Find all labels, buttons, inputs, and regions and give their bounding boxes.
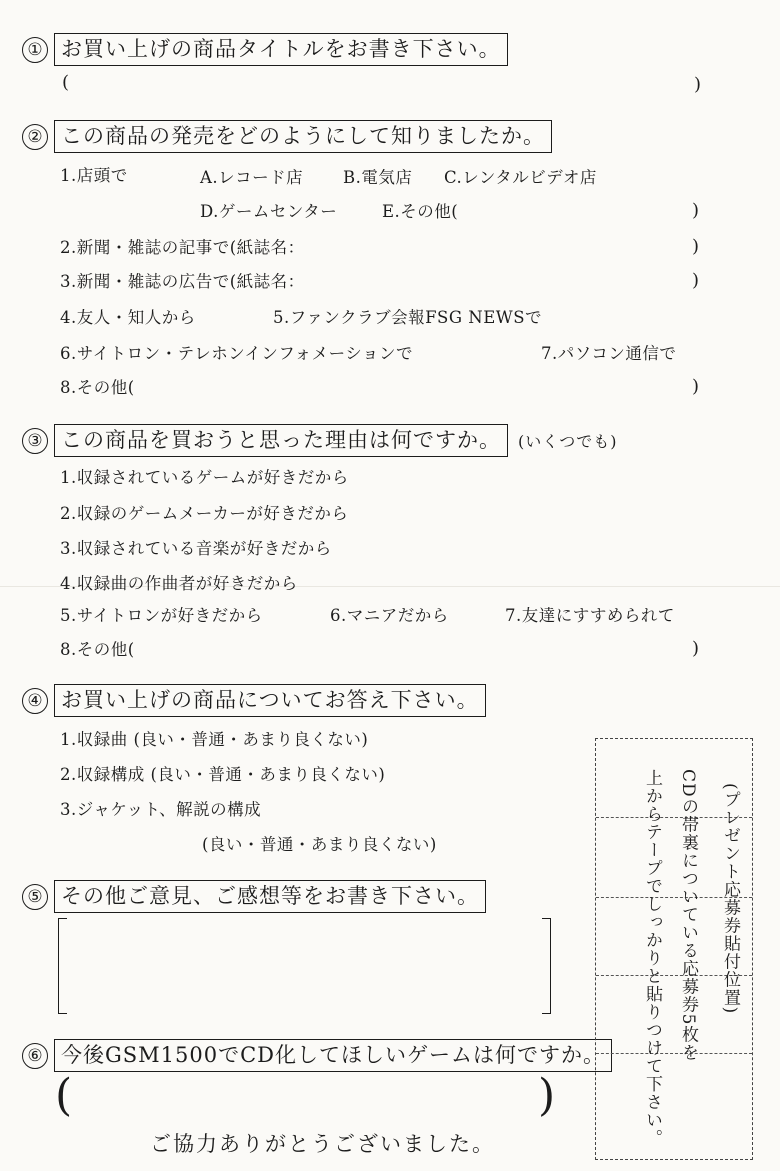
ticket-area-title: (プレゼント応募券貼付位置)	[720, 783, 740, 1015]
q3-option-3: 3.収録されている音楽が好きだから	[60, 539, 332, 558]
question-1-title: お買い上げの商品タイトルをお書き下さい。	[54, 33, 508, 66]
q2-option-8-close: )	[692, 376, 700, 397]
q2-option-2-close: )	[692, 236, 700, 257]
q4-option-3: 3.ジャケット、解説の構成	[60, 800, 262, 819]
q4-option-1: 1.収録曲 (良い・普通・あまり良くない)	[60, 730, 369, 749]
q2-option-1e: E.その他(	[382, 202, 459, 221]
q6-answer-open-paren: (	[55, 1070, 73, 1121]
q2-option-6: 6.サイトロン・テレホンインフォメーションで	[60, 344, 413, 363]
question-5-number: ⑤	[22, 884, 48, 910]
q2-option-4: 4.友人・知人から	[60, 308, 196, 327]
q4-option-2: 2.収録構成 (良い・普通・あまり良くない)	[60, 765, 386, 784]
question-3-title: この商品を買おうと思った理由は何ですか。	[54, 424, 508, 457]
question-6-title: 今後GSM1500でCD化してほしいゲームは何ですか。	[54, 1039, 612, 1072]
q2-option-1d: D.ゲームセンター	[200, 202, 338, 221]
q2-option-1c: C.レンタルビデオ店	[444, 168, 597, 187]
q2-option-3-close: )	[692, 270, 700, 291]
q2-option-2: 2.新聞・雑誌の記事で(紙誌名：	[60, 238, 305, 257]
q2-option-1: 1.店頭で	[60, 166, 128, 185]
q5-answer-bracket-right	[542, 918, 551, 1014]
q5-answer-bracket-left	[58, 918, 67, 1014]
q2-option-8: 8.その他(	[60, 378, 135, 397]
question-3-heading	[22, 424, 618, 457]
q3-option-8-close: )	[692, 638, 700, 659]
question-4-title: お買い上げの商品についてお答え下さい。	[54, 684, 486, 717]
question-5-title: その他ご意見、ご感想等をお書き下さい。	[54, 880, 486, 913]
q2-option-1b: B.電気店	[343, 168, 413, 187]
question-1-heading	[22, 33, 508, 66]
ticket-divider-4	[596, 1053, 752, 1054]
question-6-number: ⑥	[22, 1043, 48, 1069]
question-2-heading	[22, 120, 552, 153]
q4-option-3-ratings: (良い・普通・あまり良くない)	[202, 835, 437, 854]
q3-option-5: 5.サイトロンが好きだから	[60, 606, 263, 625]
question-1-number: ①	[22, 37, 48, 63]
q3-option-6: 6.マニアだから	[330, 606, 449, 625]
question-3-note: (いくつでも)	[518, 432, 618, 451]
q3-option-8: 8.その他(	[60, 640, 135, 659]
question-5-heading	[22, 880, 486, 913]
q1-answer-open-paren: (	[62, 72, 70, 93]
q3-option-2: 2.収録のゲームメーカーが好きだから	[60, 504, 349, 523]
q1-answer-close-paren: )	[694, 74, 702, 95]
q3-option-1: 1.収録されているゲームが好きだから	[60, 468, 349, 487]
ticket-instruction-2: 上からテープでしっかりと貼りつけて下さい。	[642, 769, 662, 1147]
q2-option-7: 7.パソコン通信で	[541, 344, 677, 363]
question-3-number: ③	[22, 428, 48, 454]
q2-option-1e-close: )	[692, 200, 700, 221]
q2-option-1a: A.レコード店	[200, 168, 304, 187]
question-4-number: ④	[22, 688, 48, 714]
thanks-message: ご協力ありがとうございました。	[150, 1132, 495, 1156]
q2-option-3: 3.新聞・雑誌の広告で(紙誌名：	[60, 272, 305, 291]
question-6-heading	[22, 1039, 612, 1072]
q3-option-4: 4.収録曲の作曲者が好きだから	[60, 574, 298, 593]
q3-option-7: 7.友達にすすめられて	[505, 606, 675, 625]
present-ticket-area	[595, 738, 753, 1160]
question-2-number: ②	[22, 124, 48, 150]
question-2-title: この商品の発売をどのようにして知りましたか。	[54, 120, 552, 153]
ticket-instruction-1: CDの帯裏についている応募券5枚を	[678, 769, 698, 1062]
question-4-heading	[22, 684, 486, 717]
q6-answer-close-paren: )	[538, 1070, 556, 1121]
q2-option-5: 5.ファンクラブ会報FSG NEWSで	[273, 308, 543, 327]
